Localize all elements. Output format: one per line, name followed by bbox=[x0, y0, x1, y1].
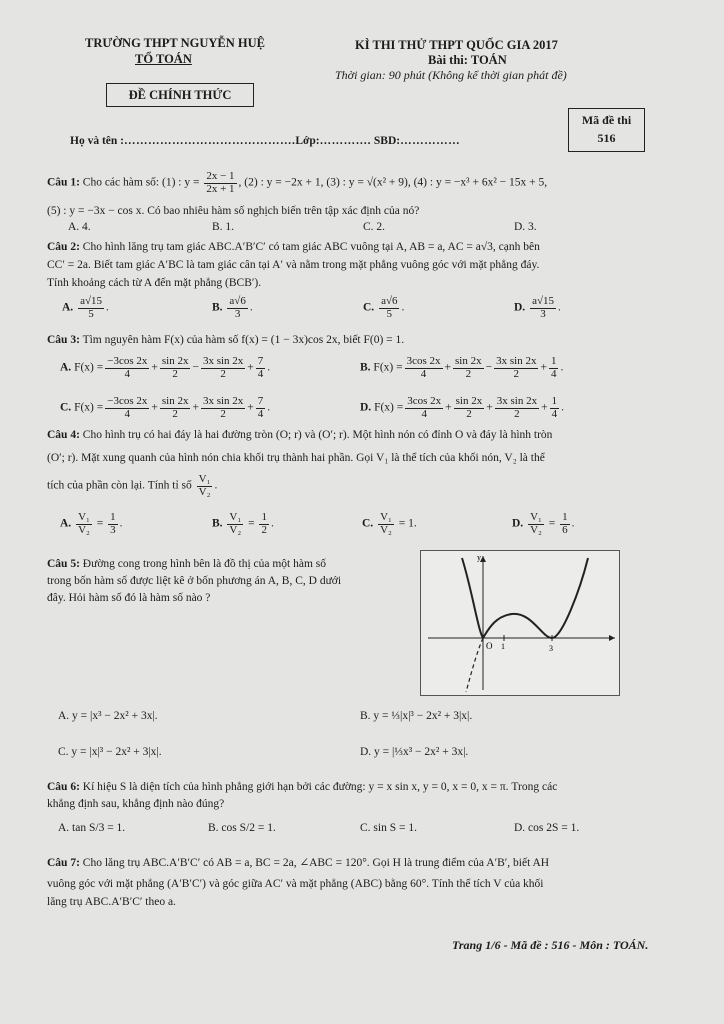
q2-line3: Tính khoảng cách từ A đến mặt phẳng (BCB′). bbox=[47, 277, 262, 289]
q4-opt-letter: B. bbox=[212, 517, 223, 530]
q1-line2: (5) : y = −3x − cos x. Có bao nhiêu hàm số nghịch biến trên tập xác định của nó? bbox=[47, 205, 420, 217]
q2-opt-a-frac bbox=[78, 296, 104, 320]
q3-opt-term bbox=[201, 396, 245, 420]
q3-term-den: 2 bbox=[513, 367, 520, 380]
q1-opt-c: C. 2. bbox=[363, 221, 386, 233]
q4-opt-letter: C. bbox=[362, 517, 374, 530]
q3-opt-term bbox=[256, 396, 266, 420]
q2-opt-a: A. $\frac{a√15}{5}$ . bbox=[62, 295, 109, 320]
q6-text1: Kí hiệu S là diện tích của hình phẳng giới hạn bởi các đường: y = x sin x, y = 0, x = 0, x = π. Trong các bbox=[82, 781, 558, 793]
q2-opt-a-letter: A. bbox=[62, 301, 74, 314]
q4-label: Câu 4: bbox=[47, 429, 80, 441]
q3-op: + bbox=[540, 361, 547, 374]
q4-ratio-num: V₁ bbox=[198, 473, 211, 485]
q3-op: + bbox=[151, 401, 158, 414]
q3-opt-prefix: F(x) = bbox=[373, 361, 403, 374]
class-label: Lớp: bbox=[295, 135, 320, 147]
sbd-dots: …………… bbox=[400, 135, 461, 147]
q5-opt-a: A. y = |x³ − 2x² + 3x|. bbox=[58, 710, 158, 722]
name-label: Họ và tên : bbox=[70, 135, 124, 147]
q6-opt-b: B. cos S/2 = 1. bbox=[208, 822, 276, 834]
q3-term-num: 3x sin 2x bbox=[496, 395, 538, 407]
graph-y-label: y bbox=[477, 553, 481, 562]
q1-opt-b: B. 1. bbox=[212, 221, 235, 233]
q5-line3: đây. Hỏi hàm số đó là hàm số nào ? bbox=[47, 592, 211, 604]
q4-opt-ratio-num: V₁ bbox=[530, 511, 542, 523]
sbd-label: SBD: bbox=[373, 135, 401, 147]
class-dots: …………. bbox=[319, 135, 371, 147]
q4-opt-letter: A. bbox=[60, 517, 72, 530]
q3-term-num: sin 2x bbox=[161, 355, 189, 367]
q6-label: Câu 6: bbox=[47, 781, 80, 793]
q3-term-den: 2 bbox=[172, 367, 178, 380]
q3-term-num: −3cos 2x bbox=[107, 395, 148, 407]
q3-term-num: 3x sin 2x bbox=[496, 355, 537, 367]
q3-opt-letter: D. bbox=[360, 401, 372, 414]
q3-opt-term bbox=[494, 356, 538, 380]
q2-label: Câu 2: bbox=[47, 241, 80, 253]
q4-line3: tích của phần còn lại. Tính tỉ số $\frac{\text{V₁}}{\text{V₂}}$ . bbox=[47, 473, 218, 498]
q3-opt-letter: B. bbox=[360, 361, 371, 374]
q2-opt-b-letter: B. bbox=[212, 301, 223, 314]
q3-opt-prefix: F(x) = bbox=[374, 401, 404, 414]
q7-line1 bbox=[47, 856, 549, 870]
q4-opt-value-den: 6 bbox=[562, 523, 568, 536]
q4-opt-ratio bbox=[528, 512, 544, 536]
q4-opt-value-num: 1 bbox=[110, 511, 116, 523]
q4-opt-letter: D. bbox=[512, 517, 524, 530]
q1-f-den: 2x + 1 bbox=[206, 182, 235, 195]
q3-opt-term bbox=[405, 396, 443, 420]
q5-text1: Đường cong trong hình bên là đồ thị của một hàm số bbox=[82, 558, 327, 570]
q4-opt-ratio-num: V₁ bbox=[229, 511, 242, 523]
q7-label: Câu 7: bbox=[47, 857, 80, 869]
q2-opt-c: C. $\frac{a√6}{5}$ . bbox=[363, 295, 405, 320]
q1-intro: Cho các hàm số: (1) : y = bbox=[82, 176, 200, 189]
q3-op: − bbox=[485, 361, 493, 374]
q3-term-num: 7 bbox=[257, 395, 264, 407]
q3-term-num: sin 2x bbox=[455, 355, 482, 367]
q3-term-num: sin 2x bbox=[455, 395, 483, 407]
q3-opt-term bbox=[550, 396, 560, 420]
q2-opt-c-letter: C. bbox=[363, 301, 375, 314]
q3-opt-term bbox=[201, 356, 245, 380]
q2-opt-c-num: a√6 bbox=[381, 295, 398, 307]
q4-opt-ratio-num: V₁ bbox=[78, 511, 90, 523]
q3-term-den: 2 bbox=[220, 367, 226, 380]
q2-opt-c-frac bbox=[379, 296, 399, 320]
q6-opt-c: C. sin S = 1. bbox=[360, 822, 417, 834]
q4-opt-value bbox=[259, 512, 269, 536]
q5-opt-c: C. y = |x|³ − 2x² + 3|x|. bbox=[58, 746, 162, 758]
q2-opt-a-den: 5 bbox=[88, 307, 94, 320]
q3-term-num: 3x sin 2x bbox=[202, 395, 244, 407]
q7-line2: vuông góc với mặt phẳng (A′B′C′) và góc giữa AC′ và mặt phẳng (ABC) bằng 60°. Tính thể tích V của khối bbox=[47, 878, 544, 890]
q4-opt-value: 1 bbox=[408, 517, 414, 530]
q4-opt-value bbox=[560, 512, 570, 536]
q2-text1: Cho hình lăng trụ tam giác ABC.A′B′C′ có tam giác ABC vuông tại A, AB = a, AC = a√3, cạnh bên bbox=[82, 241, 540, 253]
student-info bbox=[70, 134, 460, 148]
q3-term-num: 1 bbox=[550, 355, 557, 367]
q3-opt-prefix: F(x) = bbox=[74, 401, 104, 414]
q2-opt-b-den: 3 bbox=[234, 307, 241, 320]
q3-opt-term bbox=[160, 356, 191, 380]
q4-opt-ratio-num: V₁ bbox=[380, 511, 392, 523]
q3-opt-term bbox=[454, 396, 485, 420]
graph-frame bbox=[421, 551, 620, 696]
q2-opt-d: D. $\frac{a√15}{3}$ . bbox=[514, 295, 561, 320]
q3-term-den: 2 bbox=[220, 407, 226, 420]
exam-title: KÌ THI THỬ THPT QUỐC GIA 2017 bbox=[355, 38, 558, 52]
q7-line3: lăng trụ ABC.A′B′C′ theo a. bbox=[47, 896, 176, 908]
q3-op: + bbox=[445, 401, 452, 414]
q4-opt-b: B. $\frac{\text{V₁}}{\text{V₂}}$ = $\frac{1}{2}$ . bbox=[212, 511, 274, 536]
q3-term-den: 4 bbox=[124, 367, 131, 380]
q3-opt-a: A. F(x) = $\frac{-3\cos 2x}{4}$ + $\frac{\sin 2x}{2}$ − $\frac{\text{3x sin 2x}}{2}$ + $\frac{7}{4}$ . bbox=[60, 355, 271, 380]
graph-tick-1-label: 1 bbox=[501, 642, 505, 651]
q4-opt-ratio-den: V₂ bbox=[78, 523, 90, 536]
q3-opt-term bbox=[256, 356, 266, 380]
q5-graph bbox=[420, 550, 620, 696]
q3-line1 bbox=[47, 333, 404, 347]
q4-opt-ratio bbox=[227, 512, 243, 536]
q3-term-den: 2 bbox=[172, 407, 178, 420]
official-label: ĐỀ CHÍNH THỨC bbox=[128, 88, 232, 102]
q4-opt-value-den: 2 bbox=[261, 523, 267, 536]
q4-opt-ratio-den: V₂ bbox=[530, 523, 542, 536]
q3-op: + bbox=[247, 361, 254, 374]
q3-opt-term bbox=[495, 396, 539, 420]
q4-opt-value-num: 1 bbox=[562, 511, 568, 523]
q3-opt-prefix: F(x) = bbox=[74, 361, 104, 374]
name-dots: ……………………………………. bbox=[123, 135, 296, 147]
q3-term-num: 3cos 2x bbox=[406, 355, 441, 367]
q3-term-num: 3cos 2x bbox=[407, 395, 442, 407]
q5-line2: trong bốn hàm số được liệt kê ở bốn phương án A, B, C, D dưới bbox=[47, 575, 342, 587]
school-name: TRƯỜNG THPT NGUYỄN HUỆ bbox=[85, 36, 265, 50]
q3-op: − bbox=[192, 361, 199, 374]
q3-opt-term bbox=[405, 356, 443, 380]
q3-op: + bbox=[192, 401, 199, 414]
q3-text1: Tìm nguyên hàm F(x) của hàm số f(x) = (1 − 3x)cos 2x, biết F(0) = 1. bbox=[82, 334, 405, 346]
q3-op: + bbox=[541, 401, 548, 414]
q1-f-num: 2x − 1 bbox=[206, 170, 235, 182]
exam-code-label: Mã đề thi bbox=[581, 113, 632, 127]
q4-line1 bbox=[47, 428, 552, 442]
q3-term-den: 4 bbox=[550, 367, 557, 380]
q4-text3: tích của phần còn lại. Tính tỉ số bbox=[47, 479, 192, 492]
q1-opt-d: D. 3. bbox=[514, 221, 537, 233]
q3-op: + bbox=[444, 361, 452, 374]
q3-term-den: 4 bbox=[421, 407, 427, 420]
graph-origin-label: O bbox=[486, 641, 493, 651]
exam-code-box bbox=[568, 108, 645, 152]
q6-opt-d: D. cos 2S = 1. bbox=[514, 822, 580, 834]
q1-line1 bbox=[47, 171, 547, 195]
graph-tick-3-label: 3 bbox=[549, 644, 553, 653]
q1-label: Câu 1: bbox=[47, 176, 80, 189]
exam-time: Thời gian: 90 phút (Không kể thời gian phát đề) bbox=[335, 68, 567, 82]
q3-term-den: 2 bbox=[514, 407, 520, 420]
q4-opt-c: C. $\frac{\text{V₁}}{\text{V₂}}$ = 1. bbox=[362, 511, 417, 536]
q3-label: Câu 3: bbox=[47, 334, 80, 346]
q2-opt-d-frac bbox=[530, 296, 556, 320]
q3-op: + bbox=[486, 401, 493, 414]
q3-opt-term bbox=[105, 356, 149, 380]
q5-line1 bbox=[47, 557, 326, 571]
q4-text1: Cho hình trụ có hai đáy là hai đường tròn (O; r) và (O′; r). Một hình nón có đỉnh O và đáy là hình tròn bbox=[82, 429, 553, 441]
exam-code: 516 bbox=[597, 131, 616, 145]
q4-opt-ratio-den: V₂ bbox=[380, 523, 392, 536]
q3-term-den: 2 bbox=[465, 367, 472, 380]
q4-line2: (O′; r). Mặt xung quanh của hình nón chia khối trụ thành hai phần. Gọi V₁ là thể tích của khối nón, V₂ là thể bbox=[47, 452, 545, 464]
q2-opt-d-den: 3 bbox=[540, 307, 546, 320]
q2-opt-b: B. $\frac{a√6}{3}$ . bbox=[212, 295, 253, 320]
official-box bbox=[106, 83, 254, 107]
q3-term-den: 4 bbox=[420, 367, 427, 380]
q5-label: Câu 5: bbox=[47, 558, 80, 570]
q3-term-den: 4 bbox=[257, 367, 264, 380]
q6-line2: khẳng định sau, khẳng định nào đúng? bbox=[47, 798, 225, 810]
q3-opt-letter: A. bbox=[60, 361, 72, 374]
q3-opt-term bbox=[453, 356, 484, 380]
q3-opt-term bbox=[549, 356, 559, 380]
q6-opt-a: A. tan S/3 = 1. bbox=[58, 822, 126, 834]
q3-term-den: 4 bbox=[124, 407, 131, 420]
q4-opt-value-den: 3 bbox=[110, 523, 116, 536]
q4-opt-ratio-den: V₂ bbox=[229, 523, 242, 536]
q2-line1 bbox=[47, 240, 540, 254]
q3-opt-term bbox=[160, 396, 191, 420]
q3-op: + bbox=[151, 361, 158, 374]
q2-opt-d-letter: D. bbox=[514, 301, 526, 314]
q3-opt-d: D. F(x) = $\frac{3\cos 2x}{4}$ + $\frac{\sin 2x}{2}$ + $\frac{\text{3x sin 2x}}{2}$ + $\frac{1}{4}$ . bbox=[360, 395, 564, 420]
q1-opt-a: A. 4. bbox=[68, 221, 91, 233]
q3-term-num: 1 bbox=[551, 395, 558, 407]
q4-opt-value-num: 1 bbox=[261, 511, 267, 523]
q7-text1: Cho lăng trụ ABC.A′B′C′ có AB = a, BC = 2a, ∠ABC = 120°. Gọi H là trung điểm của A′B′, biết AH bbox=[82, 857, 550, 869]
department: TỔ TOÁN bbox=[135, 52, 192, 66]
q2-opt-a-num: a√15 bbox=[80, 295, 102, 307]
q1-fraction bbox=[204, 171, 236, 195]
q3-term-num: sin 2x bbox=[161, 395, 189, 407]
page-footer: Trang 1/6 - Mã đề : 516 - Môn : TOÁN. bbox=[452, 938, 649, 952]
q2-opt-b-num: a√6 bbox=[229, 295, 246, 307]
q3-opt-b: B. F(x) = $\frac{3\cos 2x}{4}$ + $\frac{\sin 2x}{2}$ − $\frac{\text{3x sin 2x}}{2}$ + $\frac{1}{4}$ . bbox=[360, 355, 564, 380]
q4-opt-a: A. $\frac{\text{V₁}}{\text{V₂}}$ = $\frac{1}{3}$ . bbox=[60, 511, 123, 536]
q3-term-num: 3x sin 2x bbox=[202, 355, 244, 367]
q4-opt-ratio bbox=[76, 512, 92, 536]
q4-ratio-den: V₂ bbox=[198, 485, 211, 498]
q3-op: + bbox=[247, 401, 254, 414]
q2-opt-b-frac bbox=[227, 296, 247, 320]
q3-term-num: −3cos 2x bbox=[107, 355, 148, 367]
q3-term-num: 7 bbox=[257, 355, 264, 367]
q3-opt-letter: C. bbox=[60, 401, 72, 414]
q4-ratio bbox=[197, 474, 213, 498]
q4-opt-d: D. $\frac{\text{V₁}}{\text{V₂}}$ = $\frac{1}{6}$ . bbox=[512, 511, 575, 536]
exam-subject: Bài thi: TOÁN bbox=[428, 53, 507, 67]
q2-opt-c-den: 5 bbox=[386, 307, 393, 320]
q2-opt-d-num: a√15 bbox=[532, 295, 554, 307]
q6-line1 bbox=[47, 780, 557, 794]
q4-opt-ratio bbox=[378, 512, 394, 536]
q3-term-den: 4 bbox=[551, 407, 558, 420]
q4-opt-value bbox=[108, 512, 118, 536]
q3-opt-c: C. F(x) = $\frac{-3\cos 2x}{4}$ + $\frac{\sin 2x}{2}$ + $\frac{\text{3x sin 2x}}{2}$ + $\frac{7}{4}$ . bbox=[60, 395, 271, 420]
q5-opt-d: D. y = |⅓x³ − 2x² + 3x|. bbox=[360, 746, 469, 758]
q2-line2: CC′ = 2a. Biết tam giác A′BC là tam giác cân tại A′ và nằm trong mặt phẳng vuông góc với mặt phẳng đáy. bbox=[47, 259, 540, 271]
q1-rest: , (2) : y = −2x + 1, (3) : y = √(x² + 9), (4) : y = −x³ + 6x² − 15x + 5, bbox=[238, 176, 548, 189]
q3-term-den: 4 bbox=[257, 407, 264, 420]
q3-term-den: 2 bbox=[466, 407, 472, 420]
q3-opt-term bbox=[105, 396, 149, 420]
q5-opt-b: B. y = ⅓|x|³ − 2x² + 3|x|. bbox=[360, 710, 473, 722]
